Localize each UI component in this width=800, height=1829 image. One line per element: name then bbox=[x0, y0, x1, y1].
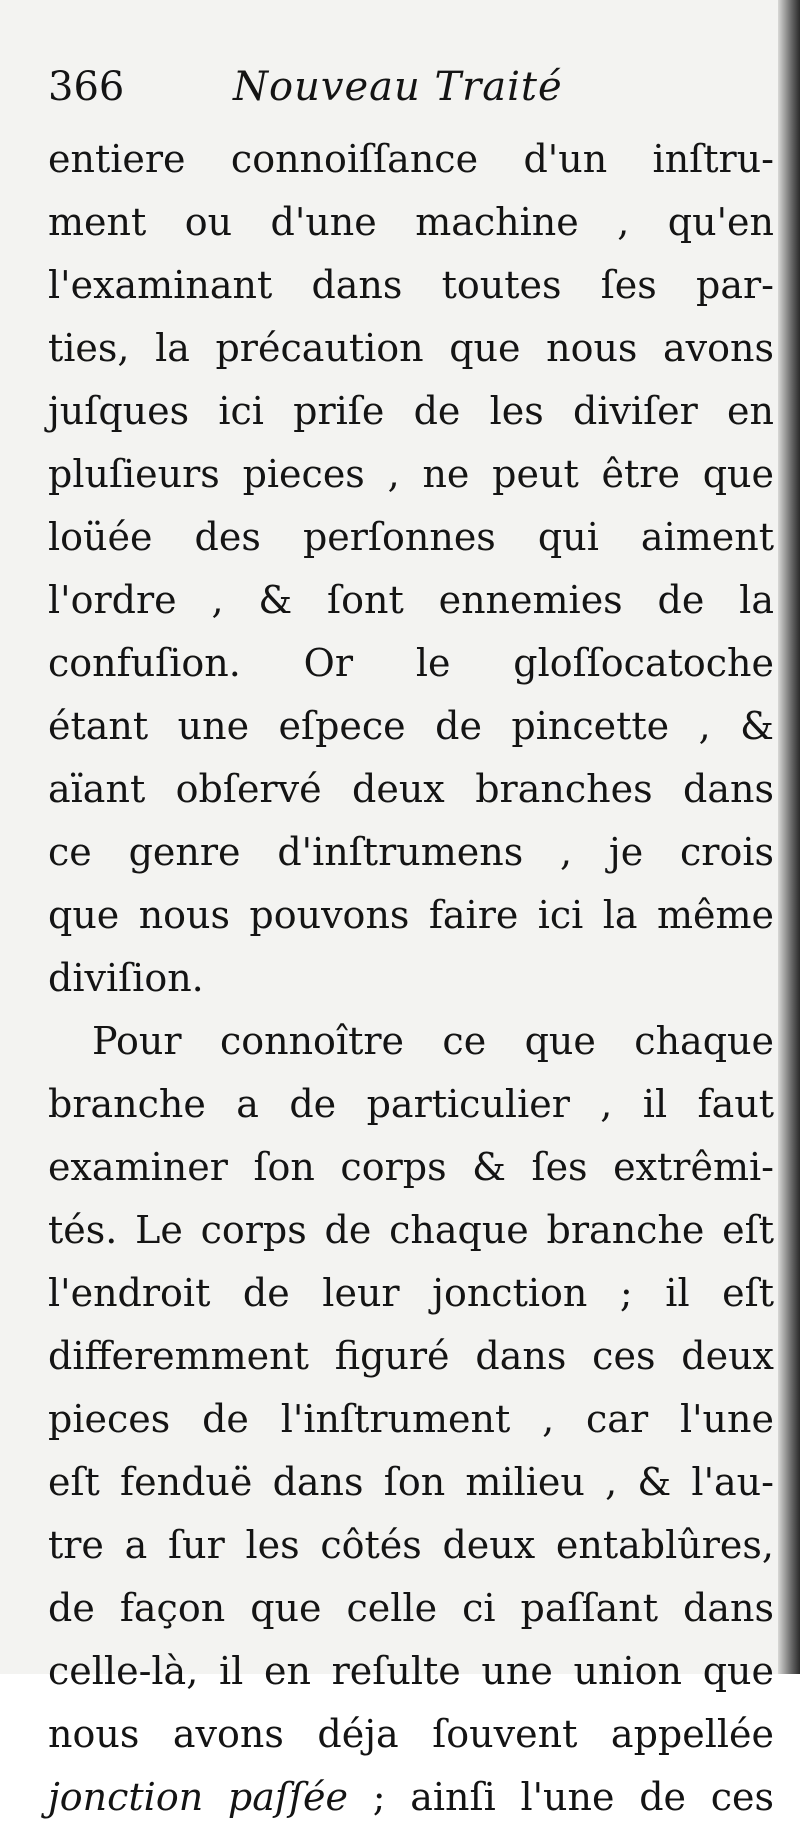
text-line: nous avons déja ſouvent appellée bbox=[48, 1712, 774, 1756]
text-line: confuſion. Or le gloſſocatoche bbox=[48, 641, 774, 685]
text-line: l'examinant dans toutes ſes par- bbox=[48, 263, 774, 307]
text-line: pieces de l'inſtrument , car l'une bbox=[48, 1397, 774, 1441]
text-line: l'ordre , & ſont ennemies de la bbox=[48, 578, 774, 622]
text-line: celle-là, il en reſulte une union que bbox=[48, 1649, 774, 1693]
text-line: entiere connoiſſance d'un inſtru- bbox=[48, 137, 774, 181]
text-line: branche a de particulier , il faut bbox=[48, 1082, 774, 1126]
paragraph-1 bbox=[48, 128, 774, 1010]
page-edge-shadow bbox=[778, 0, 800, 1674]
page-number: 366 bbox=[48, 64, 125, 110]
text-line: ment ou d'une machine , qu'en bbox=[48, 200, 774, 244]
text-line: ties, la précaution que nous avons bbox=[48, 326, 774, 370]
paragraph-2 bbox=[48, 1010, 774, 1829]
text-line: étant une eſpece de pincette , & bbox=[48, 704, 774, 748]
running-title: Nouveau Traité bbox=[233, 64, 563, 110]
text-line: tre a ſur les côtés deux entablûres, bbox=[48, 1523, 774, 1567]
text-line: juſques ici priſe de les diviſer en bbox=[48, 389, 774, 433]
text-line: pluſieurs pieces , ne peut être que bbox=[48, 452, 774, 496]
text-line: diviſion. bbox=[48, 956, 204, 1000]
text-line: de façon que celle ci paſſant dans bbox=[48, 1586, 774, 1630]
italic-term: jonction paſſée bbox=[48, 1775, 348, 1819]
line-continuation: ; ainſi l'une de ces bbox=[348, 1775, 774, 1819]
text-line: aïant obſervé deux branches dans bbox=[48, 767, 774, 811]
text-line: ce genre d'inſtrumens , je crois bbox=[48, 830, 774, 874]
text-line: eſt fenduë dans ſon milieu , & l'au- bbox=[48, 1460, 774, 1504]
text-line: que nous pouvons faire ici la même bbox=[48, 893, 774, 937]
text-line: Pour connoître ce que chaque bbox=[92, 1019, 774, 1063]
page-header bbox=[48, 64, 774, 128]
text-line-last bbox=[48, 1766, 774, 1829]
text-line: tés. Le corps de chaque branche eſt bbox=[48, 1208, 774, 1252]
text-line: examiner ſon corps & ſes extrêmi- bbox=[48, 1145, 774, 1189]
text-line: loüée des perſonnes qui aiment bbox=[48, 515, 774, 559]
text-line: differemment figuré dans ces deux bbox=[48, 1334, 774, 1378]
text-line: l'endroit de leur jonction ; il eſt bbox=[48, 1271, 774, 1315]
page-text bbox=[48, 64, 774, 1829]
